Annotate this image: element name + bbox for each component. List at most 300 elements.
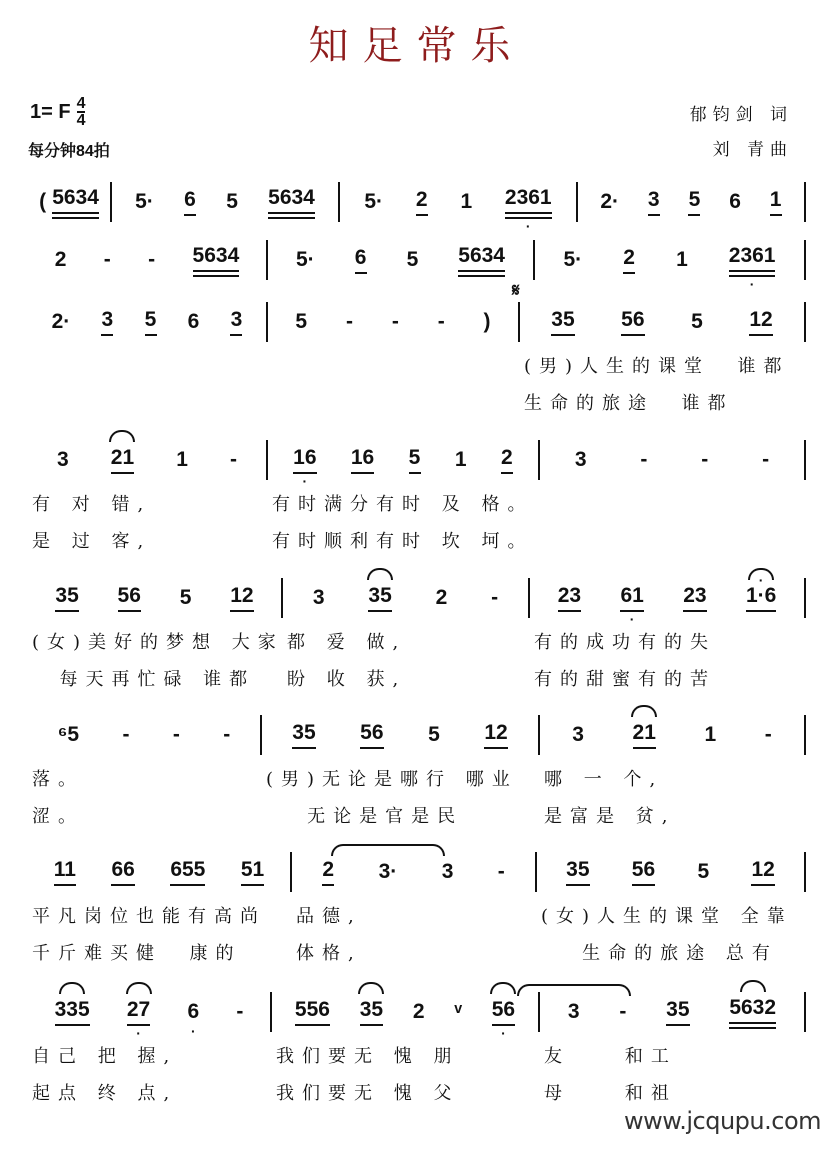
- note: [504, 185, 552, 234]
- note: [691, 310, 703, 334]
- note-text: 1: [704, 723, 717, 746]
- underline: [621, 334, 644, 336]
- underline: [360, 1024, 383, 1026]
- note: [568, 1000, 580, 1024]
- note: [39, 190, 46, 214]
- note-text: 2: [54, 248, 67, 271]
- note: [751, 858, 774, 886]
- note: [379, 860, 398, 884]
- note: [728, 243, 776, 292]
- low-octave-dot: ·: [629, 611, 635, 627]
- measure: [535, 240, 806, 292]
- lyrics-row: [28, 898, 810, 935]
- note-text: (: [39, 190, 47, 213]
- lyric-segment: 有时满分有时 及 格。: [272, 494, 534, 515]
- measure: [28, 440, 268, 480]
- note: [428, 723, 440, 747]
- underline: [458, 270, 505, 272]
- underline: [268, 212, 315, 214]
- note-text: 335: [54, 998, 90, 1021]
- note: [52, 310, 71, 334]
- note-text: 5: [295, 310, 308, 333]
- note: [563, 248, 582, 272]
- underline: [241, 884, 264, 886]
- underline: [295, 1024, 330, 1026]
- lyric-segment: 都 爱 做,: [287, 632, 407, 653]
- low-octave-dot: ·: [136, 1025, 141, 1041]
- note-text: 3: [567, 1000, 580, 1023]
- lyric-segment: 平凡岗位也能有高尚: [32, 906, 266, 927]
- note: [454, 1000, 462, 1024]
- note-text: 35: [566, 858, 590, 881]
- underline: [184, 214, 196, 216]
- note: [173, 723, 180, 747]
- note-text: 5634: [52, 185, 99, 209]
- tempo: 每分钟84拍: [28, 143, 110, 160]
- note-text: 21: [110, 446, 135, 469]
- note: [484, 310, 491, 334]
- note-text: 56: [631, 858, 656, 881]
- lyric-segment: 生命的旅途 谁都: [524, 393, 734, 414]
- note: [640, 448, 647, 472]
- underline: [416, 214, 428, 216]
- lyric-segment: 有 对 错,: [32, 494, 152, 515]
- note-text: -: [764, 723, 772, 746]
- underline: [54, 884, 76, 886]
- note-text: ⁶5: [57, 723, 80, 746]
- note: [351, 446, 374, 474]
- note-text: 1: [676, 248, 688, 271]
- note: [484, 721, 507, 749]
- measure: [112, 182, 340, 222]
- lyric-segment: [28, 348, 268, 385]
- lyric-segment: 自己 把 握,: [32, 1046, 178, 1067]
- measure: [540, 715, 806, 755]
- note: [575, 448, 587, 472]
- note-text: 5·: [364, 190, 384, 213]
- note: [126, 998, 151, 1041]
- notes-row: [28, 182, 810, 234]
- note-text: -: [762, 448, 770, 471]
- note: [226, 190, 238, 214]
- note: [111, 858, 134, 886]
- note: [223, 723, 230, 747]
- note-text: -: [437, 310, 445, 333]
- note-text: 1·6: [745, 584, 777, 607]
- note-text: 1: [454, 448, 467, 471]
- note: [292, 721, 315, 749]
- underline: [193, 270, 240, 272]
- lyrics-row: [28, 523, 810, 560]
- note: [648, 188, 660, 216]
- note-text: 21: [632, 721, 656, 744]
- note-text: 5: [697, 860, 710, 883]
- note: [458, 244, 505, 277]
- note: [558, 584, 581, 612]
- underline: [729, 1022, 776, 1024]
- note-text: 556: [294, 998, 330, 1021]
- note: [765, 723, 772, 747]
- underline: [633, 747, 656, 749]
- song-title: 知足常乐: [308, 23, 525, 69]
- note-text: -: [103, 248, 111, 271]
- note: [491, 586, 498, 610]
- note-text: 2361: [504, 185, 552, 209]
- note: [360, 721, 383, 749]
- low-octave-dot: ·: [749, 275, 755, 292]
- note-text: 61: [620, 584, 644, 607]
- note: [360, 998, 383, 1026]
- note-text: 3: [572, 723, 584, 746]
- watermark: www.jcqupu.com: [624, 1107, 821, 1135]
- note-text: 56: [621, 308, 645, 331]
- notes-row: [28, 572, 810, 627]
- note-text: ᵛ: [454, 1000, 462, 1023]
- time-top: 4: [76, 95, 86, 112]
- note: [392, 310, 399, 334]
- note-text: 2: [322, 858, 335, 881]
- note-text: 35: [368, 584, 392, 607]
- lyric-segment: 是 过 客,: [32, 531, 152, 552]
- measure: [537, 852, 806, 892]
- measure: [283, 578, 530, 618]
- note: [230, 448, 237, 472]
- note-text: -: [345, 310, 353, 333]
- note: [704, 723, 716, 747]
- note: [676, 248, 688, 272]
- lyric-segment: 友 和工: [544, 1046, 677, 1067]
- lyric-segment: 母 和祖: [544, 1083, 677, 1104]
- note: [346, 310, 353, 334]
- note-text: 2: [435, 586, 448, 609]
- note: [145, 308, 157, 336]
- lyric-segment: (女)人生的课堂 全靠: [541, 906, 793, 927]
- note: [236, 1000, 243, 1024]
- note: [176, 448, 188, 472]
- note: [409, 446, 421, 474]
- note: [688, 188, 700, 216]
- low-octave-dot: ·: [525, 217, 531, 234]
- note: [566, 858, 589, 886]
- underline: [52, 217, 99, 219]
- note: [701, 448, 708, 472]
- note-text: 6: [187, 310, 200, 333]
- note-text: 12: [484, 721, 508, 744]
- lyric-segment: [268, 348, 520, 385]
- note: [498, 860, 505, 884]
- measure: [28, 182, 112, 222]
- note-text: 5: [428, 723, 440, 746]
- note-text: 51: [240, 858, 265, 881]
- underline: [623, 272, 635, 274]
- underline: [729, 270, 776, 272]
- note: [55, 584, 78, 612]
- lyrics-row: [28, 798, 810, 835]
- note-text: 2·: [600, 190, 620, 213]
- lyricist: 郁钧剑 词: [689, 105, 793, 125]
- measure: [28, 302, 268, 342]
- underline: [230, 610, 253, 612]
- underline: [101, 334, 113, 336]
- note-text: 2361: [728, 243, 776, 267]
- underline: [566, 884, 589, 886]
- note: [241, 858, 264, 886]
- note: [619, 1000, 626, 1024]
- slur-mark: [331, 844, 445, 856]
- note-text: 16: [350, 446, 375, 469]
- underline: [145, 334, 157, 336]
- note: [368, 584, 391, 612]
- measure: [28, 240, 268, 280]
- note-text: 5634: [192, 243, 240, 267]
- high-octave-dot: ·: [758, 572, 764, 588]
- underline: [292, 747, 315, 749]
- underline: [683, 610, 706, 612]
- note-text: 5·: [135, 190, 154, 213]
- score-system: [28, 715, 810, 835]
- note-text: 5: [226, 190, 238, 213]
- note-text: 66: [111, 858, 135, 881]
- note-text: 2: [415, 188, 428, 211]
- note: [729, 190, 741, 214]
- measure: [262, 715, 540, 755]
- note-text: 5: [406, 248, 419, 271]
- key-label: 1= F: [30, 100, 71, 123]
- score-system: [28, 992, 810, 1112]
- measure: [268, 240, 535, 280]
- note: [551, 308, 574, 336]
- slur-mark: [367, 568, 393, 580]
- lyric-segment: [540, 486, 806, 523]
- note: [621, 308, 644, 336]
- notes-row: [28, 992, 810, 1041]
- score-system: [28, 572, 810, 698]
- underline: [170, 884, 205, 886]
- underline: [666, 1024, 689, 1026]
- note: [188, 310, 200, 334]
- slur-mark: [490, 982, 516, 994]
- note: [54, 858, 76, 886]
- lyric-segment: 盼 收 获,: [287, 669, 407, 690]
- notes-row: [28, 852, 810, 892]
- note: [55, 248, 67, 272]
- note: [416, 188, 428, 216]
- note: [762, 448, 769, 472]
- note: [745, 572, 777, 612]
- lyric-segment: 哪 一 个,: [544, 769, 664, 790]
- note-text: 5·: [563, 248, 583, 271]
- note-text: -: [236, 1000, 244, 1023]
- measure: [28, 578, 283, 618]
- slur-mark: [740, 980, 766, 992]
- measure: [268, 302, 520, 342]
- note-text: -: [122, 723, 130, 746]
- note-text: 2·: [51, 310, 71, 333]
- note: [58, 723, 79, 747]
- lyric-segment: 有的甜蜜有的苦: [534, 669, 716, 690]
- note-text: -: [223, 723, 231, 746]
- note-text: -: [491, 586, 499, 609]
- lyric-segment: 落。: [32, 769, 84, 790]
- measure: [340, 182, 578, 234]
- low-octave-dot: ·: [190, 1023, 196, 1039]
- slur-mark: [358, 982, 384, 994]
- measure: [540, 440, 806, 480]
- lyric-segment: (男)人生的课堂 谁都: [524, 356, 790, 377]
- note: [413, 1000, 425, 1024]
- note-text: 5634: [268, 185, 315, 209]
- note: [187, 1000, 200, 1039]
- note-text: 5·: [295, 248, 315, 271]
- measure: [520, 302, 806, 342]
- lyric-segment: 每天再忙碌 谁都: [32, 669, 256, 690]
- note-text: 6: [354, 246, 367, 269]
- note-text: 1: [769, 188, 782, 211]
- note-text: 5: [691, 310, 703, 333]
- underline: [111, 884, 134, 886]
- segno-icon: 𝄋: [512, 280, 520, 300]
- note: [230, 308, 242, 336]
- note-text: -: [640, 448, 648, 471]
- note-text: 1: [176, 448, 188, 471]
- note: [135, 190, 154, 214]
- note: [407, 248, 419, 272]
- measure: [272, 992, 540, 1041]
- underline: [770, 214, 782, 216]
- note-text: 6: [184, 188, 196, 211]
- note: [104, 248, 111, 272]
- note: [322, 858, 334, 886]
- note-text: 655: [170, 858, 206, 881]
- note: [52, 186, 99, 219]
- underline: [688, 214, 700, 216]
- notes-row: [28, 280, 810, 342]
- note: [57, 448, 69, 472]
- underline: [351, 472, 374, 474]
- note: [101, 308, 113, 336]
- note-text: 5: [688, 188, 701, 211]
- slur-mark: [748, 568, 774, 580]
- note: [633, 721, 656, 749]
- note: [770, 188, 782, 216]
- underline: [55, 1024, 90, 1026]
- note-text: -: [619, 1000, 627, 1023]
- lyrics-row: [28, 385, 810, 422]
- note: [620, 584, 644, 627]
- low-octave-dot: ·: [302, 473, 308, 489]
- lyrics-row: [28, 661, 810, 698]
- note: [632, 858, 655, 886]
- slur-mark: [126, 982, 152, 994]
- lyric-segment: 有时顺利有时 坎 坷。: [272, 531, 534, 552]
- underline: [355, 272, 367, 274]
- note-text: 3: [574, 448, 587, 471]
- note-text: ): [483, 310, 491, 333]
- notes-row: [28, 440, 810, 489]
- note-text: -: [701, 448, 709, 471]
- note: [122, 723, 129, 747]
- note-text: 5: [408, 446, 421, 469]
- lyric-segment: [540, 523, 806, 560]
- note-text: 3: [57, 448, 69, 471]
- score-system: [28, 182, 810, 234]
- note: [55, 998, 90, 1026]
- note-text: 2: [412, 1000, 425, 1023]
- note: [296, 248, 315, 272]
- note-text: 3·: [378, 860, 398, 883]
- low-octave-dot: ·: [501, 1025, 506, 1041]
- score-system: [28, 440, 810, 560]
- lyrics-row: [28, 1038, 810, 1075]
- underline: [268, 217, 315, 219]
- note: [697, 860, 709, 884]
- underline: [409, 472, 421, 474]
- note: [442, 860, 454, 884]
- note-text: 27: [126, 998, 151, 1021]
- note-text: 5632: [729, 995, 777, 1019]
- note-text: 1: [460, 190, 473, 213]
- note-text: 3: [101, 308, 114, 331]
- measure: [578, 182, 806, 222]
- note: [364, 190, 383, 214]
- note: [600, 190, 619, 214]
- note-text: 12: [230, 584, 254, 607]
- note: [184, 188, 196, 216]
- underline: [632, 884, 655, 886]
- note-text: -: [391, 310, 399, 333]
- lyric-segment: 我们要无 愧 朋: [276, 1046, 460, 1067]
- lyrics-row: [28, 624, 810, 661]
- underline: [111, 472, 134, 474]
- note-text: -: [229, 448, 237, 471]
- note-text: 5: [144, 308, 157, 331]
- underline: [505, 212, 552, 214]
- note: [355, 246, 367, 274]
- lyric-segment: 涩。: [32, 806, 84, 827]
- note-text: 2: [500, 446, 513, 469]
- measure: [540, 992, 806, 1032]
- note-text: 11: [53, 858, 76, 881]
- note-text: 35: [55, 584, 79, 607]
- note-text: -: [172, 723, 180, 746]
- note-text: 56: [360, 721, 384, 744]
- measure: [28, 852, 292, 892]
- measure: [530, 572, 806, 627]
- underline: [193, 275, 240, 277]
- note-text: 3: [441, 860, 454, 883]
- note: [436, 586, 448, 610]
- note-text: 3: [312, 586, 325, 609]
- note: [438, 310, 445, 334]
- lyric-segment: 品德,: [296, 906, 362, 927]
- lyrics-row: [28, 935, 810, 972]
- lyric-segment: 是富是 贫,: [544, 806, 676, 827]
- underline: [746, 610, 776, 612]
- underline: [322, 884, 334, 886]
- measure: [28, 715, 262, 755]
- underline: [55, 610, 78, 612]
- lyric-segment: 体格,: [296, 943, 362, 964]
- underline: [558, 610, 581, 612]
- note-text: 3: [230, 308, 243, 331]
- slur-mark: [59, 982, 85, 994]
- note: [749, 308, 772, 336]
- score-system: [28, 240, 810, 292]
- composer: 刘 青曲: [712, 140, 793, 160]
- note: [295, 310, 307, 334]
- note-text: 35: [359, 998, 384, 1021]
- note-text: 5634: [458, 243, 505, 267]
